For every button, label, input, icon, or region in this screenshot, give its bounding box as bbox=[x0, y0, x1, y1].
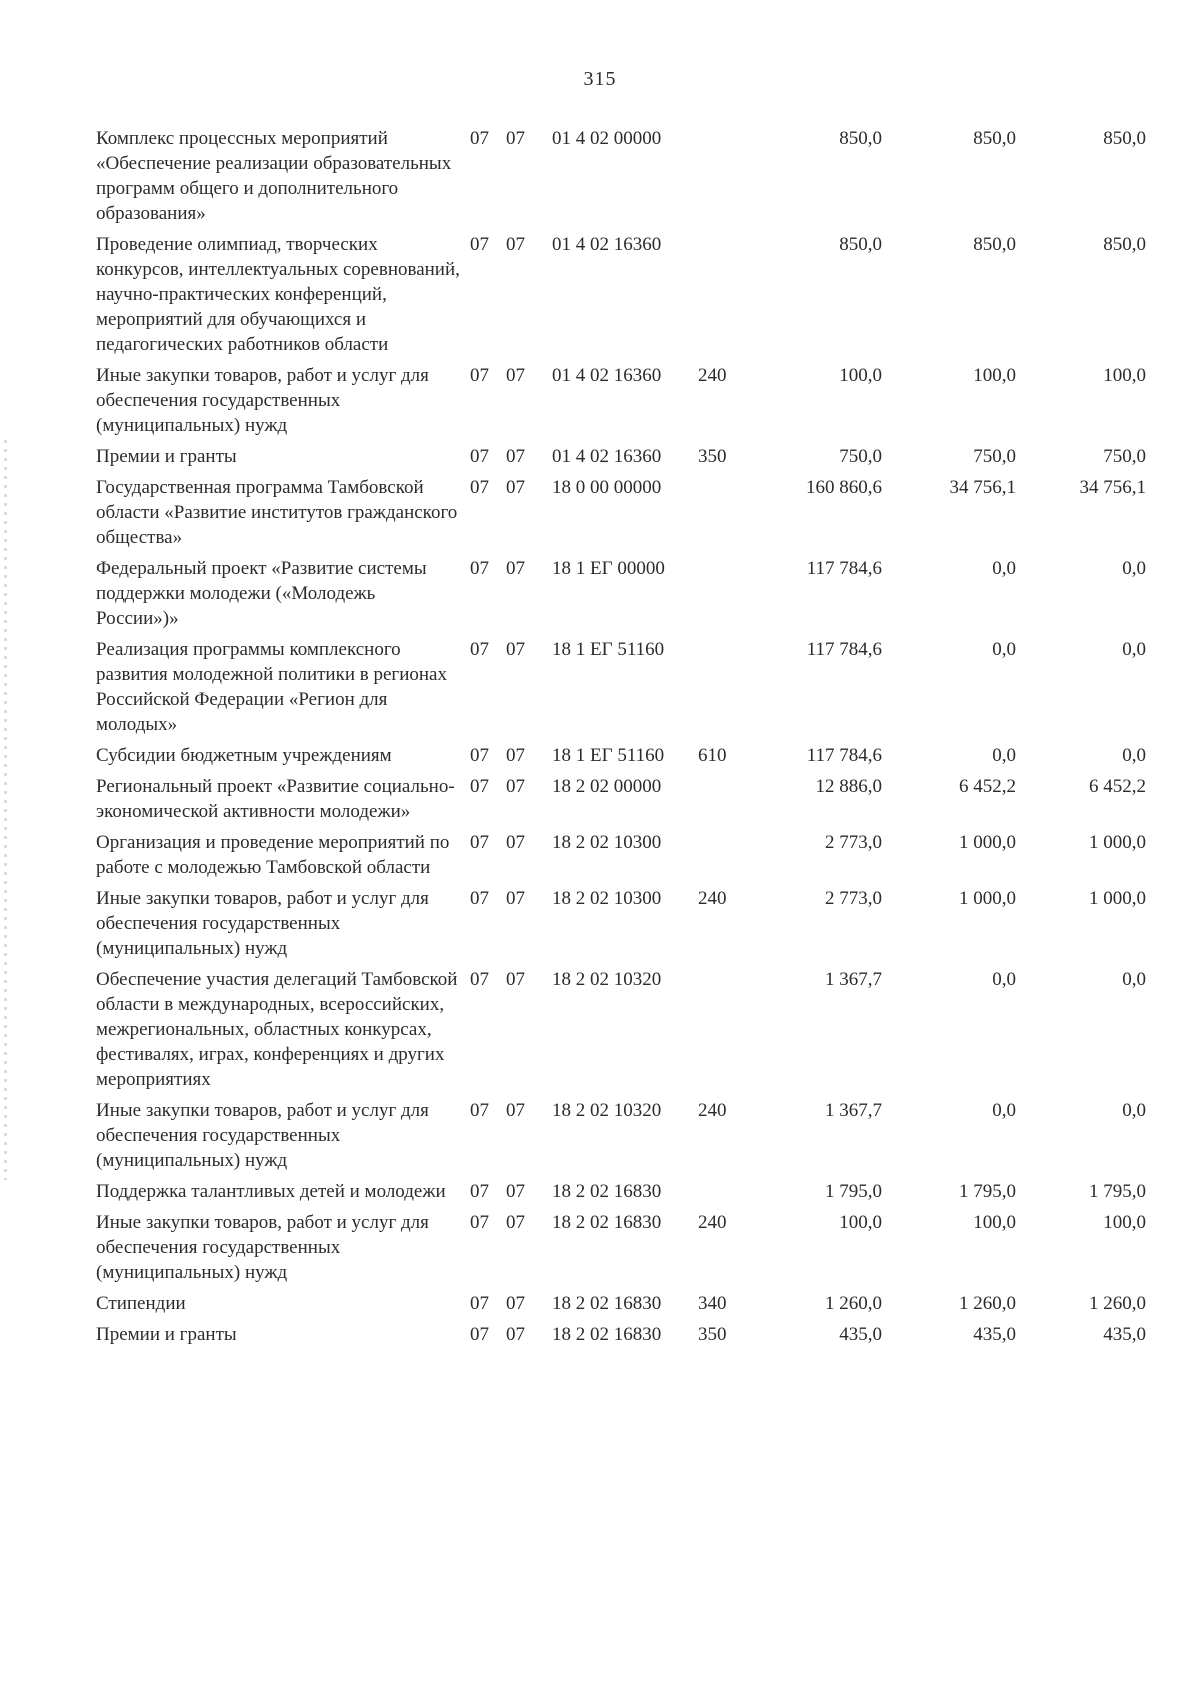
section-code: 07 bbox=[470, 365, 489, 386]
amount-year-3: 1 000,0 bbox=[1089, 888, 1146, 909]
section-code: 07 bbox=[470, 1293, 489, 1314]
subsection-code: 07 bbox=[506, 234, 525, 255]
amount-year-1: 435,0 bbox=[839, 1324, 882, 1345]
amount-year-3: 850,0 bbox=[1103, 128, 1146, 149]
target-article-code: 01 4 02 16360 bbox=[552, 365, 662, 386]
table-row bbox=[96, 774, 1176, 824]
amount-year-3: 0,0 bbox=[1122, 1100, 1146, 1121]
amount-year-1: 117 784,6 bbox=[806, 558, 882, 579]
expense-type-code: 350 bbox=[698, 446, 727, 467]
table-row bbox=[96, 232, 1176, 357]
row-name: Реализация программы комплексного развития молодежной политики в регионах Российской Федерации «Регион для молодых» bbox=[96, 639, 447, 735]
amount-year-1: 160 860,6 bbox=[806, 477, 882, 498]
table-row bbox=[96, 1179, 1176, 1204]
row-name: Региональный проект «Развитие социально-экономической активности молодежи» bbox=[96, 776, 455, 822]
amount-year-1: 117 784,6 bbox=[806, 745, 882, 766]
expense-type-code: 350 bbox=[698, 1324, 727, 1345]
subsection-code: 07 bbox=[506, 745, 525, 766]
row-name: Иные закупки товаров, работ и услуг для обеспечения государственных (муниципальных) нужд bbox=[96, 888, 429, 959]
subsection-code: 07 bbox=[506, 776, 525, 797]
target-article-code: 01 4 02 16360 bbox=[552, 446, 662, 467]
amount-year-1: 1 795,0 bbox=[825, 1181, 882, 1202]
amount-year-1: 100,0 bbox=[839, 365, 882, 386]
amount-year-2: 100,0 bbox=[973, 365, 1016, 386]
section-code: 07 bbox=[470, 745, 489, 766]
amount-year-1: 1 367,7 bbox=[825, 1100, 882, 1121]
expense-type-code: 610 bbox=[698, 745, 727, 766]
amount-year-3: 850,0 bbox=[1103, 234, 1146, 255]
section-code: 07 bbox=[470, 776, 489, 797]
table-row bbox=[96, 126, 1176, 226]
amount-year-3: 100,0 bbox=[1103, 365, 1146, 386]
target-article-code: 18 2 02 10320 bbox=[552, 1100, 662, 1121]
row-name: Субсидии бюджетным учреждениям bbox=[96, 745, 392, 766]
subsection-code: 07 bbox=[506, 477, 525, 498]
amount-year-1: 850,0 bbox=[839, 128, 882, 149]
section-code: 07 bbox=[470, 477, 489, 498]
target-article-code: 18 2 02 16830 bbox=[552, 1181, 662, 1202]
table-row bbox=[96, 1322, 1176, 1347]
row-name: Организация и проведение мероприятий по работе с молодежью Тамбовской области bbox=[96, 832, 450, 878]
section-code: 07 bbox=[470, 832, 489, 853]
target-article-code: 18 2 02 00000 bbox=[552, 776, 662, 797]
subsection-code: 07 bbox=[506, 1293, 525, 1314]
amount-year-1: 1 367,7 bbox=[825, 969, 882, 990]
section-code: 07 bbox=[470, 234, 489, 255]
section-code: 07 bbox=[470, 888, 489, 909]
target-article-code: 01 4 02 00000 bbox=[552, 128, 662, 149]
subsection-code: 07 bbox=[506, 888, 525, 909]
row-name: Иные закупки товаров, работ и услуг для обеспечения государственных (муниципальных) нужд bbox=[96, 1212, 429, 1283]
subsection-code: 07 bbox=[506, 446, 525, 467]
amount-year-1: 100,0 bbox=[839, 1212, 882, 1233]
target-article-code: 18 2 02 16830 bbox=[552, 1212, 662, 1233]
section-code: 07 bbox=[470, 1181, 489, 1202]
row-name: Обеспечение участия делегаций Тамбовской области в международных, всероссийских, межрегиональных, областных конкурсах, фестивалях, играх, конференциях и других мероприятиях bbox=[96, 969, 458, 1090]
target-article-code: 18 1 ЕГ 51160 bbox=[552, 745, 665, 766]
amount-year-3: 100,0 bbox=[1103, 1212, 1146, 1233]
target-article-code: 01 4 02 16360 bbox=[552, 234, 662, 255]
row-name: Проведение олимпиад, творческих конкурсов, интеллектуальных соревнований, научно-практических конференций, мероприятий для обучающихся и педагогических работников области bbox=[96, 234, 460, 355]
amount-year-2: 435,0 bbox=[973, 1324, 1016, 1345]
row-name: Комплекс процессных мероприятий «Обеспечение реализации образовательных программ общего и дополнительного образования» bbox=[96, 128, 452, 224]
amount-year-2: 0,0 bbox=[992, 745, 1016, 766]
row-name: Государственная программа Тамбовской области «Развитие институтов гражданского общества» bbox=[96, 477, 458, 548]
amount-year-1: 117 784,6 bbox=[806, 639, 882, 660]
amount-year-2: 1 000,0 bbox=[959, 832, 1016, 853]
expense-type-code: 240 bbox=[698, 365, 727, 386]
expense-type-code: 240 bbox=[698, 888, 727, 909]
amount-year-2: 1 260,0 bbox=[959, 1293, 1016, 1314]
table-row bbox=[96, 743, 1176, 768]
amount-year-1: 2 773,0 bbox=[825, 888, 882, 909]
table-row bbox=[96, 637, 1176, 737]
amount-year-2: 1 000,0 bbox=[959, 888, 1016, 909]
subsection-code: 07 bbox=[506, 969, 525, 990]
expense-type-code: 340 bbox=[698, 1293, 727, 1314]
amount-year-1: 850,0 bbox=[839, 234, 882, 255]
amount-year-2: 850,0 bbox=[973, 128, 1016, 149]
amount-year-2: 0,0 bbox=[992, 558, 1016, 579]
amount-year-2: 1 795,0 bbox=[959, 1181, 1016, 1202]
amount-year-3: 0,0 bbox=[1122, 558, 1146, 579]
target-article-code: 18 2 02 10320 bbox=[552, 969, 662, 990]
amount-year-2: 750,0 bbox=[973, 446, 1016, 467]
amount-year-3: 1 795,0 bbox=[1089, 1181, 1146, 1202]
amount-year-2: 34 756,1 bbox=[949, 477, 1016, 498]
subsection-code: 07 bbox=[506, 558, 525, 579]
table-row bbox=[96, 1098, 1176, 1173]
page-number: 315 bbox=[583, 68, 617, 90]
subsection-code: 07 bbox=[506, 1100, 525, 1121]
target-article-code: 18 1 ЕГ 51160 bbox=[552, 639, 665, 660]
target-article-code: 18 1 ЕГ 00000 bbox=[552, 558, 665, 579]
table-row bbox=[96, 967, 1176, 1092]
subsection-code: 07 bbox=[506, 832, 525, 853]
amount-year-3: 0,0 bbox=[1122, 639, 1146, 660]
amount-year-2: 0,0 bbox=[992, 639, 1016, 660]
subsection-code: 07 bbox=[506, 639, 525, 660]
subsection-code: 07 bbox=[506, 1181, 525, 1202]
amount-year-2: 100,0 bbox=[973, 1212, 1016, 1233]
section-code: 07 bbox=[470, 1212, 489, 1233]
table-row bbox=[96, 830, 1176, 880]
subsection-code: 07 bbox=[506, 365, 525, 386]
amount-year-3: 34 756,1 bbox=[1079, 477, 1146, 498]
target-article-code: 18 0 00 00000 bbox=[552, 477, 662, 498]
scan-binding-marks bbox=[4, 440, 7, 1180]
expense-type-code: 240 bbox=[698, 1212, 727, 1233]
section-code: 07 bbox=[470, 446, 489, 467]
expense-type-code: 240 bbox=[698, 1100, 727, 1121]
subsection-code: 07 bbox=[506, 1324, 525, 1345]
amount-year-2: 850,0 bbox=[973, 234, 1016, 255]
amount-year-1: 12 886,0 bbox=[815, 776, 882, 797]
amount-year-3: 435,0 bbox=[1103, 1324, 1146, 1345]
target-article-code: 18 2 02 10300 bbox=[552, 888, 662, 909]
amount-year-1: 2 773,0 bbox=[825, 832, 882, 853]
row-name: Иные закупки товаров, работ и услуг для обеспечения государственных (муниципальных) нужд bbox=[96, 1100, 429, 1171]
table-row bbox=[96, 1291, 1176, 1316]
target-article-code: 18 2 02 16830 bbox=[552, 1324, 662, 1345]
table-row bbox=[96, 475, 1176, 550]
amount-year-3: 1 260,0 bbox=[1089, 1293, 1146, 1314]
table-row bbox=[96, 363, 1176, 438]
section-code: 07 bbox=[470, 639, 489, 660]
section-code: 07 bbox=[470, 1324, 489, 1345]
amount-year-1: 1 260,0 bbox=[825, 1293, 882, 1314]
section-code: 07 bbox=[470, 1100, 489, 1121]
amount-year-1: 750,0 bbox=[839, 446, 882, 467]
row-name: Премии и гранты bbox=[96, 446, 237, 467]
subsection-code: 07 bbox=[506, 128, 525, 149]
amount-year-3: 1 000,0 bbox=[1089, 832, 1146, 853]
amount-year-3: 0,0 bbox=[1122, 745, 1146, 766]
section-code: 07 bbox=[470, 558, 489, 579]
amount-year-3: 0,0 bbox=[1122, 969, 1146, 990]
row-name: Стипендии bbox=[96, 1293, 186, 1314]
section-code: 07 bbox=[470, 128, 489, 149]
amount-year-3: 750,0 bbox=[1103, 446, 1146, 467]
subsection-code: 07 bbox=[506, 1212, 525, 1233]
row-name: Федеральный проект «Развитие системы поддержки молодежи («Молодежь России»)» bbox=[96, 558, 427, 629]
amount-year-2: 0,0 bbox=[992, 1100, 1016, 1121]
table-row bbox=[96, 444, 1176, 469]
target-article-code: 18 2 02 10300 bbox=[552, 832, 662, 853]
table-row bbox=[96, 556, 1176, 631]
target-article-code: 18 2 02 16830 bbox=[552, 1293, 662, 1314]
amount-year-3: 6 452,2 bbox=[1089, 776, 1146, 797]
table-row bbox=[96, 886, 1176, 961]
amount-year-2: 6 452,2 bbox=[959, 776, 1016, 797]
row-name: Иные закупки товаров, работ и услуг для обеспечения государственных (муниципальных) нужд bbox=[96, 365, 429, 436]
section-code: 07 bbox=[470, 969, 489, 990]
row-name: Премии и гранты bbox=[96, 1324, 237, 1345]
budget-table bbox=[96, 126, 1176, 1353]
amount-year-2: 0,0 bbox=[992, 969, 1016, 990]
row-name: Поддержка талантливых детей и молодежи bbox=[96, 1181, 446, 1202]
table-row bbox=[96, 1210, 1176, 1285]
